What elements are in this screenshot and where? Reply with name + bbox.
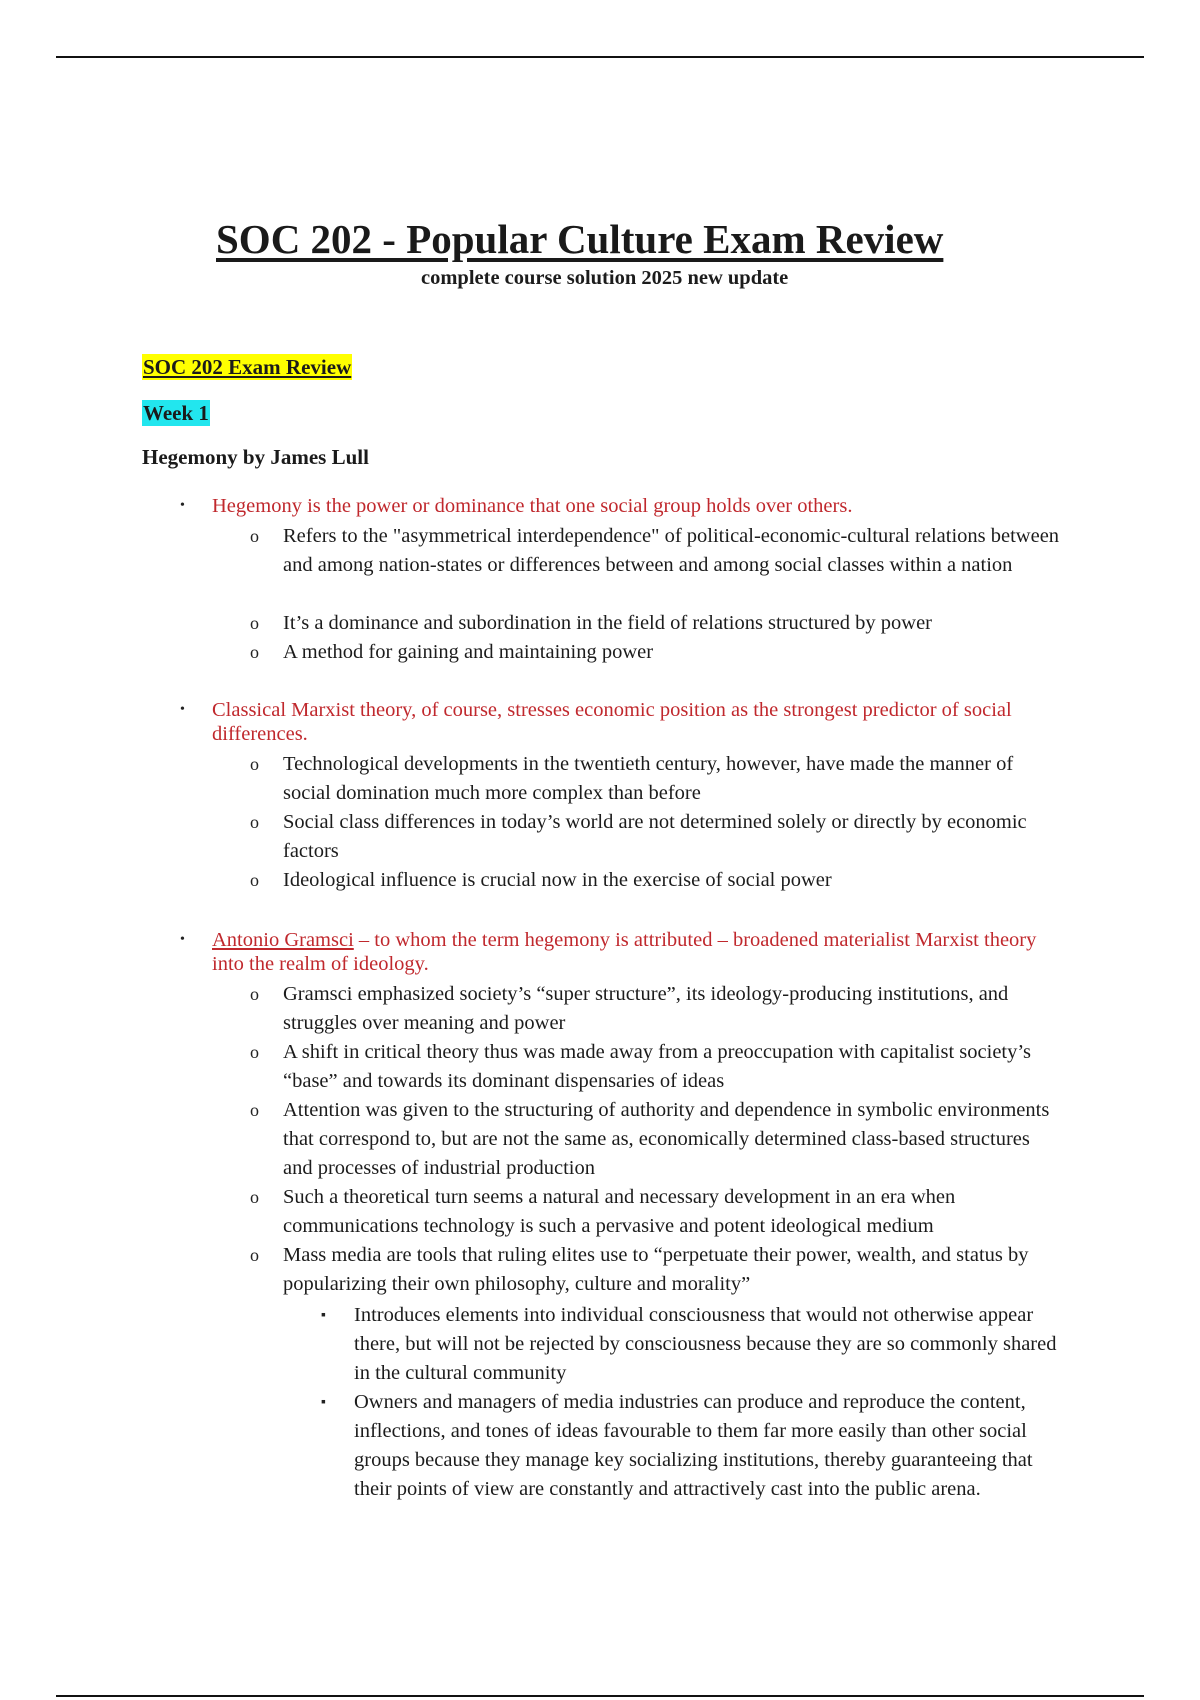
- circle-bullet-icon: o: [250, 526, 259, 546]
- circle-bullet-icon: o: [250, 1100, 259, 1120]
- square-bullet-icon: ▪: [321, 1395, 326, 1410]
- circle-bullet-icon: o: [250, 754, 259, 774]
- list-item: ▪ Introduces elements into individual consciousness that would not otherwise appear there, but will not be rejected by consciousness because they are so commonly shared in the cultural community: [354, 1301, 1064, 1388]
- list-item: o It’s a dominance and subordination in the field of relations structured by power: [283, 609, 1063, 638]
- circle-bullet-icon: o: [250, 642, 259, 662]
- list-item: o Such a theoretical turn seems a natural and necessary development in an era when communications technology is such a pervasive and potent ideological medium: [283, 1183, 1063, 1241]
- gramsci-link: Antonio Gramsci: [212, 929, 354, 951]
- circle-bullet-icon: o: [250, 1245, 259, 1265]
- square-bullet-icon: ▪: [321, 1308, 326, 1323]
- list-item: • Classical Marxist theory, of course, stresses economic position as the strongest predictor of social differences.: [180, 699, 1012, 745]
- list-item: o A method for gaining and maintaining power: [283, 638, 1063, 667]
- list-item: • Antonio Gramsci – to whom the term hegemony is attributed – broadened materialist Marxist theory into the realm of ideology.: [180, 929, 1037, 975]
- circle-bullet-icon: o: [250, 613, 259, 633]
- list-item: o Attention was given to the structuring of authority and dependence in symbolic environments that correspond to, but are not the same as, economically determined class-based structures and processes of industrial production: [283, 1096, 1063, 1183]
- footer-rule: [56, 1695, 1144, 1697]
- section-heading: Hegemony by James Lull: [142, 445, 369, 469]
- list-item: • Hegemony is the power or dominance that one social group holds over others.: [180, 495, 853, 517]
- list-item: o Mass media are tools that ruling elites use to “perpetuate their power, wealth, and status by popularizing their own philosophy, culture and morality”: [283, 1241, 1063, 1299]
- header-rule: [56, 56, 1144, 58]
- circle-bullet-icon: o: [250, 984, 259, 1004]
- bullet-icon: •: [180, 498, 185, 513]
- bullet-icon: •: [180, 932, 185, 947]
- title-line-2: complete course solution 2025 new update: [421, 267, 789, 289]
- circle-bullet-icon: o: [250, 1042, 259, 1062]
- section-label: SOC 202 Exam Review: [143, 355, 352, 379]
- title-line-1: SOC 202 - Popular Culture Exam Review: [216, 216, 944, 262]
- circle-bullet-icon: o: [250, 870, 259, 890]
- list-item: o Technological developments in the twentieth century, however, have made the manner of social domination much more complex than before: [283, 750, 1063, 808]
- list-item: o Refers to the "asymmetrical interdependence" of political-economic-cultural relations between and among nation-states or differences between and among social classes within a nation: [283, 522, 1063, 580]
- list-item: o Ideological influence is crucial now in the exercise of social power: [283, 866, 1063, 895]
- circle-bullet-icon: o: [250, 1187, 259, 1207]
- list-item: o A shift in critical theory thus was made away from a preoccupation with capitalist society’s “base” and towards its dominant dispensaries of ideas: [283, 1038, 1063, 1096]
- document-title: [140, 214, 1060, 289]
- bullet-icon: •: [180, 702, 185, 717]
- week-label: Week 1: [143, 401, 209, 425]
- list-item: o Gramsci emphasized society’s “super structure”, its ideology-producing institutions, and struggles over meaning and power: [283, 980, 1063, 1038]
- list-item: ▪ Owners and managers of media industries can produce and reproduce the content, inflections, and tones of ideas favourable to them far more easily than other social groups because they manage key socializing institutions, thereby guaranteeing that their points of view are constantly and attractively cast into the public arena.: [354, 1388, 1064, 1504]
- circle-bullet-icon: o: [250, 812, 259, 832]
- list-item: o Social class differences in today’s world are not determined solely or directly by economic factors: [283, 808, 1063, 866]
